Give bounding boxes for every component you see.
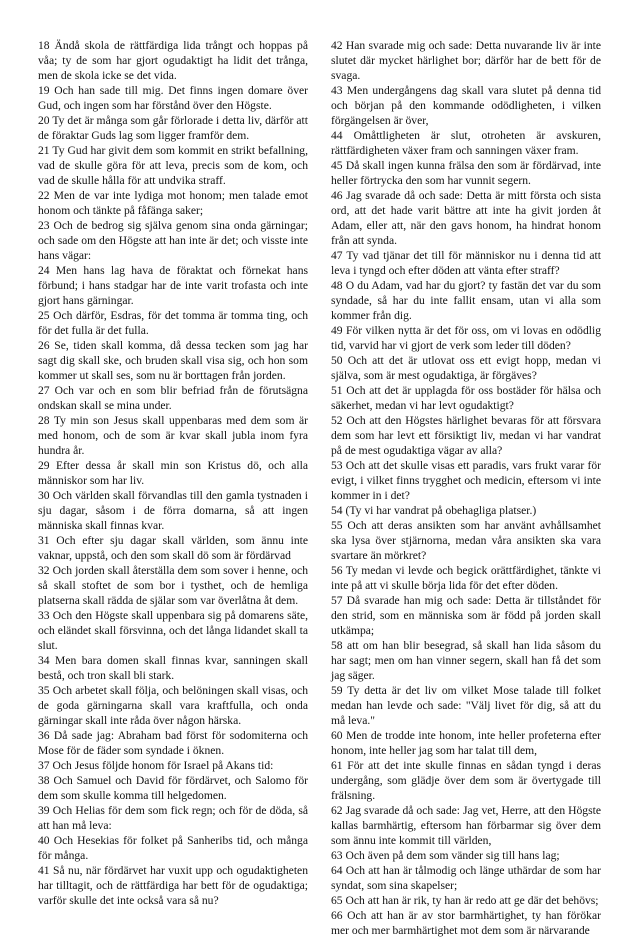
verse-paragraph: 41 Så nu, när fördärvet har vuxit upp och ogudaktigheten har tilltagit, och de rättfärdiga har bett för de ogudaktiga; varför skulle det inte också vara så nu?	[38, 864, 308, 907]
verse-paragraph: 27 Och var och en som blir befriad från de förutsägna ondskan skall se mina under.	[38, 384, 308, 412]
verse-paragraph: 55 Och att deras ansikten som har använt avhållsamhet ska lysa över stjärnorna, medan våra ansikten ska vara svartare än mörkret?	[331, 519, 601, 562]
verse-paragraph: 62 Jag svarade då och sade: Jag vet, Herre, att den Högste kallas barmhärtig, eftersom han förbarmar sig över dem som ännu inte kommit till världen,	[331, 804, 601, 847]
verse-paragraph: 49 För vilken nytta är det för oss, om vi lovas en odödlig tid, varvid har vi gjort de verk som leder till döden?	[331, 324, 601, 352]
verse-paragraph: 59 Ty detta är det liv om vilket Mose talade till folket medan han levde och sade: "Välj livet för dig, så att du må leva."	[331, 684, 601, 727]
verse-paragraph: 54 (Ty vi har vandrat på obehagliga platser.)	[331, 504, 537, 517]
right-column	[331, 38, 601, 938]
verse-paragraph: 23 Och de bedrog sig själva genom sina onda gärningar; och sade om den Högste att han inte är det; och visste inte hans vägar:	[38, 219, 308, 262]
verse-paragraph: 20 Ty det är många som går förlorade i detta liv, därför att de föraktar Guds lag som ligger framför dem.	[38, 114, 308, 142]
verse-paragraph: 63 Och även på dem som vänder sig till hans lag;	[331, 849, 560, 862]
verse-paragraph: 52 Och att den Högstes härlighet bevaras för att försvara dem som har levt ett försiktigt liv, medan vi har vandrat på de mest ogudaktiga vägar av alla?	[331, 414, 601, 457]
verse-paragraph: 34 Men bara domen skall finnas kvar, sanningen skall bestå, och tron skall bli stark.	[38, 654, 308, 682]
verse-paragraph: 21 Ty Gud har givit dem som kommit en strikt befallning, vad de skulle göra för att leva, precis som de kom, och vad de skulle hålla för att undvika straff.	[38, 144, 308, 187]
verse-paragraph: 56 Ty medan vi levde och begick orättfärdighet, tänkte vi inte på att vi skulle börja lida för det efter döden.	[331, 564, 601, 592]
verse-paragraph: 39 Och Helias för dem som fick regn; och för de döda, så att han må leva:	[38, 804, 308, 832]
verse-paragraph: 46 Jag svarade då och sade: Detta är mitt första och sista ord, att det hade varit bättre att inte ha givit jorden åt Adam, eller att, när den gavs honom, ha hindrat honom från att synda.	[331, 189, 601, 247]
verse-paragraph: 29 Efter dessa år skall min son Kristus dö, och alla människor som har liv.	[38, 459, 308, 487]
verse-paragraph: 40 Och Hesekias för folket på Sanheribs tid, och många för många.	[38, 834, 308, 862]
verse-paragraph: 35 Och arbetet skall följa, och belöningen skall visas, och de goda gärningarna skall vara kraftfulla, och onda gärningar skall inte råda över någon härska.	[38, 684, 308, 727]
verse-paragraph: 25 Och därför, Esdras, för det tomma är tomma ting, och för det fulla är det fulla.	[38, 309, 308, 337]
verse-paragraph: 45 Då skall ingen kunna frälsa den som är fördärvad, inte heller förtrycka den som har vunnit segern.	[331, 159, 601, 187]
verse-paragraph: 50 Och att det är utlovat oss ett evigt hopp, medan vi själva, som är mest ogudaktiga, är förgäves?	[331, 354, 601, 382]
verse-paragraph: 60 Men de trodde inte honom, inte heller profeterna efter honom, inte heller jag som har talat till dem,	[331, 729, 601, 757]
verse-paragraph: 36 Då sade jag: Abraham bad först för sodomiterna och Mose för de fäder som syndade i öknen.	[38, 729, 308, 757]
verse-paragraph: 24 Men hans lag hava de föraktat och förnekat hans förbund; i hans stadgar har de inte varit trofasta och inte gjort hans gärningar.	[38, 264, 308, 307]
verse-paragraph: 32 Och jorden skall återställa dem som sover i henne, och så skall stoftet de som bor i tysthet, och de hemliga platserna skall rädda de själar som var överlåtna åt dem.	[38, 564, 308, 607]
left-column	[38, 38, 308, 908]
verse-paragraph: 47 Ty vad tjänar det till för människor nu i denna tid att leva i tyngd och efter döden att vänta efter straff?	[331, 249, 601, 277]
verse-paragraph: 64 Och att han är tålmodig och länge uthärdar de som har syndat, som sina skapelser;	[331, 864, 601, 892]
verse-paragraph: 43 Men undergångens dag skall vara slutet på denna tid och början på den kommande odödligheten, i vilken förgängelsen är över,	[331, 84, 601, 127]
verse-paragraph: 61 För att det inte skulle finnas en sådan tyngd i deras undergång, som glädje över dem som är övertygade till frälsning.	[331, 759, 601, 802]
verse-paragraph: 42 Han svarade mig och sade: Detta nuvarande liv är inte slutet där mycket härlighet bor; därför har de bett för de svaga.	[331, 39, 601, 82]
verse-paragraph: 37 Och Jesus följde honom för Israel på Akans tid:	[38, 759, 274, 772]
verse-paragraph: 53 Och att det skulle visas ett paradis, vars frukt varar för evigt, i vilket finns trygghet och medicin, eftersom vi inte kommer in i det?	[331, 459, 601, 502]
verse-paragraph: 30 Och världen skall förvandlas till den gamla tystnaden i sju dagar, såsom i de förra domarna, så att ingen människa skall finnas kvar.	[38, 489, 308, 532]
verse-paragraph: 66 Och att han är av stor barmhärtighet, ty han förökar mer och mer barmhärtighet mot dem som är närvarande	[331, 909, 601, 937]
verse-paragraph: 18 Ändå skola de rättfärdiga lida trångt och hoppas på våa; ty de som har gjort ogudaktigt ha lidit det trånga, men de skola icke se det vida.	[38, 39, 308, 82]
verse-paragraph: 28 Ty min son Jesus skall uppenbaras med dem som är med honom, och de som är kvar skall jubla inom fyra hundra år.	[38, 414, 308, 457]
verse-paragraph: 33 Och den Högste skall uppenbara sig på domarens säte, och eländet skall försvinna, och det långa lidandet skall ta slut.	[38, 609, 308, 652]
verse-paragraph: 26 Se, tiden skall komma, då dessa tecken som jag har sagt dig skall ske, och bruden skall visa sig, och hon som kommer ut skall ses, som nu är borttagen från jorden.	[38, 339, 308, 382]
verse-paragraph: 51 Och att det är upplagda för oss bostäder för hälsa och säkerhet, medan vi har levt ogudaktigt?	[331, 384, 601, 412]
verse-paragraph: 19 Och han sade till mig. Det finns ingen domare över Gud, och ingen som har förstånd över den Högste.	[38, 84, 308, 112]
verse-paragraph: 38 Och Samuel och David för fördärvet, och Salomo för dem som skulle komma till helgedomen.	[38, 774, 308, 802]
verse-paragraph: 57 Då svarade han mig och sade: Detta är tillståndet för den strid, som en människa som är född på jorden skall utkämpa;	[331, 594, 601, 637]
verse-paragraph: 65 Och att han är rik, ty han är redo att ge där det behövs;	[331, 894, 599, 907]
verse-paragraph: 31 Och efter sju dagar skall världen, som ännu inte vaknar, uppstå, och den som skall dö som är fördärvad	[38, 534, 308, 562]
verse-paragraph: 48 O du Adam, vad har du gjort? ty fastän det var du som syndade, så har du inte fallit ensam, utan vi alla som kommer från dig.	[331, 279, 601, 322]
verse-paragraph: 22 Men de var inte lydiga mot honom; men talade emot honom och tänkte på fåfänga saker;	[38, 189, 308, 217]
verse-paragraph: 44 Omåttligheten är slut, otroheten är avskuren, rättfärdigheten växer fram och sanningen växer fram.	[331, 129, 601, 157]
verse-paragraph: 58 att om han blir besegrad, så skall han lida såsom du har sagt; men om han vinner segern, skall han få det som jag säger.	[331, 639, 601, 682]
